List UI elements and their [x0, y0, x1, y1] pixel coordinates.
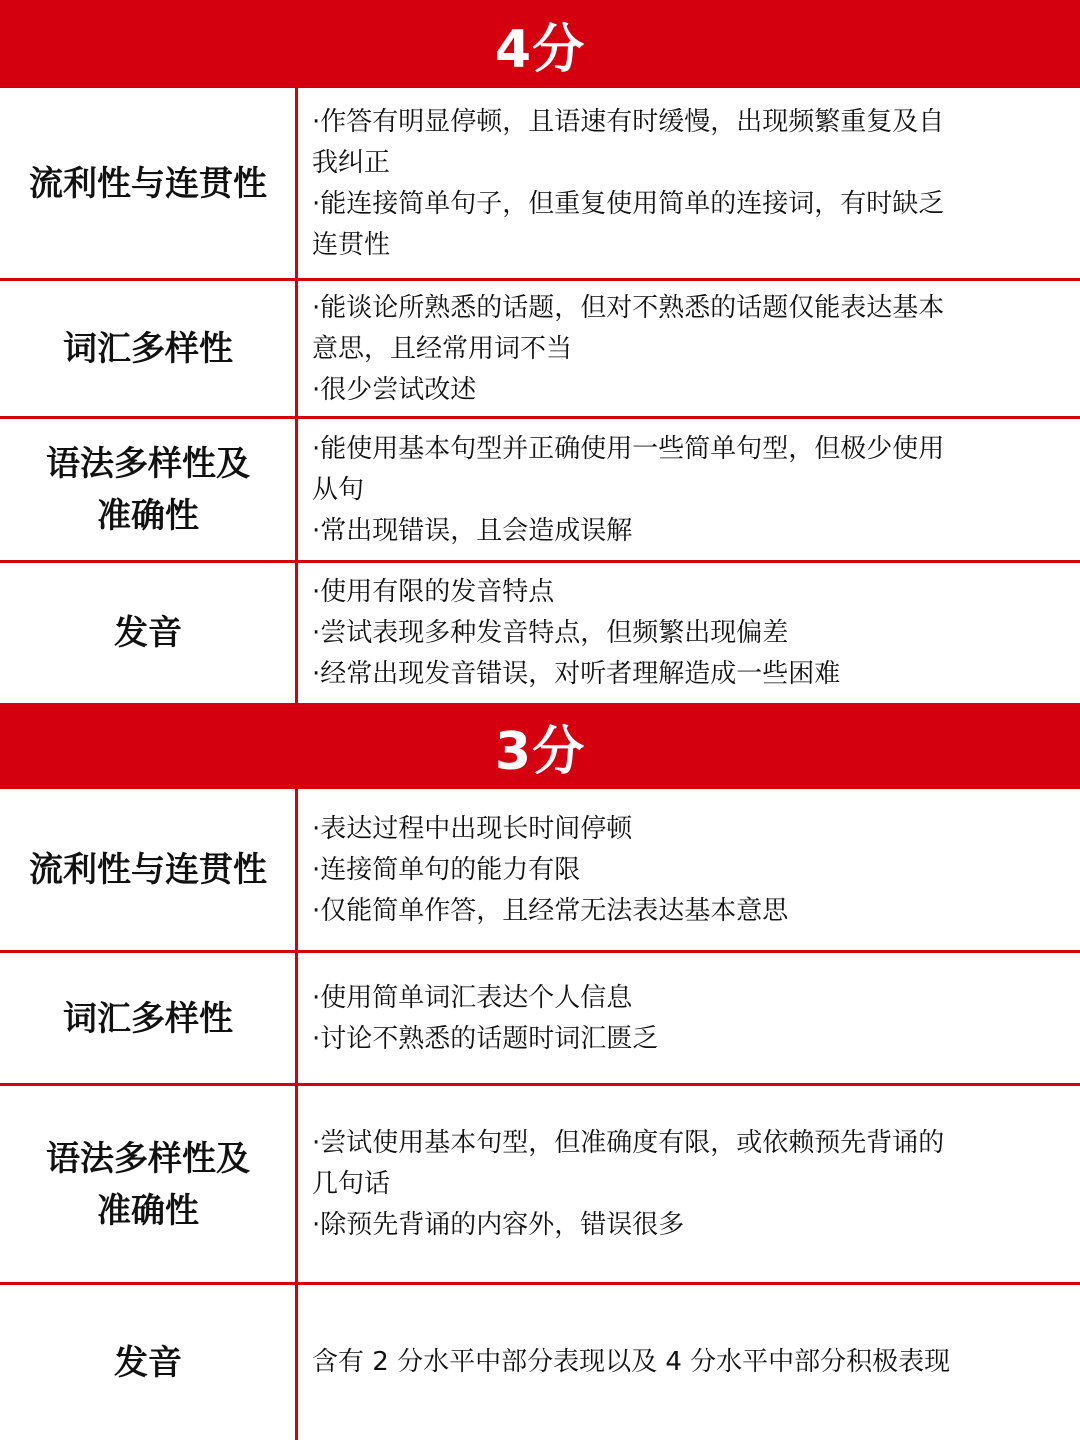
description-line: 我纠正	[312, 147, 391, 178]
criterion-label: 发音	[114, 1342, 182, 1383]
rubric-row-grammar	[0, 1086, 1080, 1283]
column-divider	[295, 88, 298, 703]
rubric-row-vocabulary	[0, 953, 1080, 1084]
description-line: ·能使用基本句型并正确使用一些简单句型，但极少使用	[312, 433, 945, 464]
description-line: 意思，且经常用词不当	[312, 333, 573, 364]
rubric-row-pronunciation	[0, 1285, 1080, 1440]
description-line: ·很少尝试改述	[312, 374, 477, 405]
criterion-label	[0, 419, 296, 561]
criterion-label-line: 语法多样性及	[46, 1138, 250, 1179]
criterion-label: 词汇多样性	[63, 998, 233, 1039]
description-line: ·除预先背诵的内容外，错误很多	[312, 1210, 685, 1240]
criterion-description	[312, 563, 1068, 703]
criterion-label-line: 准确性	[97, 496, 199, 536]
description-line: ·讨论不熟悉的话题时词汇匮乏	[312, 1023, 659, 1054]
description-line: ·使用有限的发音特点	[312, 576, 555, 607]
column-divider	[295, 789, 298, 1440]
description-line: ·能谈论所熟悉的话题，但对不熟悉的话题仅能表达基本	[312, 292, 945, 323]
criterion-description	[312, 789, 1068, 951]
description-line: ·表达过程中出现长时间停顿	[312, 813, 633, 844]
score-band-4	[0, 0, 1080, 88]
description-line: ·常出现错误，且会造成误解	[312, 515, 633, 546]
description-line: ·仅能简单作答，且经常无法表达基本意思	[312, 895, 789, 926]
score-title: 3分	[494, 721, 586, 782]
criterion-label-line: 准确性	[97, 1190, 199, 1231]
rubric-row-fluency	[0, 88, 1080, 279]
criterion-label	[0, 1086, 296, 1283]
criterion-description	[312, 419, 1068, 561]
description-line: ·尝试使用基本句型，但准确度有限，或依赖预先背诵的	[312, 1128, 945, 1158]
criterion-label: 流利性与连贯性	[29, 163, 267, 204]
criterion-label-line: 语法多样性及	[46, 444, 250, 484]
description-line: ·能连接简单句子，但重复使用简单的连接词，有时缺乏	[312, 188, 945, 219]
description-line: 连贯性	[312, 229, 391, 260]
rubric-row-grammar	[0, 419, 1080, 561]
description-line: ·使用简单词汇表达个人信息	[312, 982, 633, 1013]
score-band-3	[0, 703, 1080, 789]
rubric-row-pronunciation	[0, 563, 1080, 703]
criterion-label: 发音	[114, 613, 182, 653]
criterion-label: 词汇多样性	[63, 329, 233, 369]
description-line: ·尝试表现多种发音特点，但频繁出现偏差	[312, 617, 789, 648]
criterion-description	[312, 88, 1068, 279]
criterion-description	[312, 281, 1068, 417]
rubric-row-vocabulary	[0, 281, 1080, 417]
criterion-label: 流利性与连贯性	[29, 850, 267, 890]
description-line: ·经常出现发音错误，对听者理解造成一些困难	[312, 658, 841, 689]
criterion-description	[312, 1086, 1068, 1283]
description-line: ·作答有明显停顿，且语速有时缓慢，出现频繁重复及自	[312, 106, 945, 137]
criterion-description	[312, 953, 1068, 1084]
description-line: 几句话	[312, 1169, 391, 1199]
description-line: 从句	[312, 474, 365, 505]
description-line: 含有 2 分水平中部分表现以及 4 分水平中部分积极表现	[312, 1347, 951, 1377]
description-line: ·连接简单句的能力有限	[312, 854, 581, 885]
rubric-row-fluency	[0, 789, 1080, 951]
score-title: 4分	[494, 19, 586, 80]
criterion-description	[312, 1285, 1068, 1440]
